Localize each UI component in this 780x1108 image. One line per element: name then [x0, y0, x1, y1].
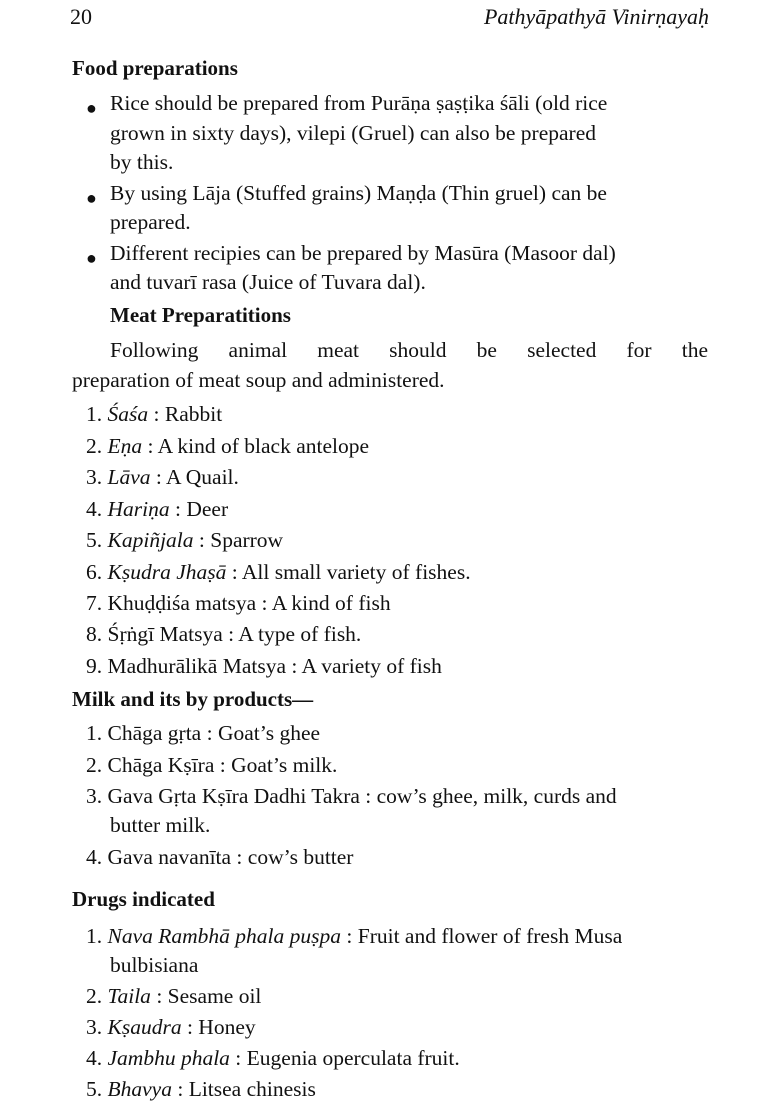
meat-item-1: 1. Śaśa : Rabbit [86, 402, 223, 426]
meat-item-4: 4. Hariṇa : Deer [86, 497, 229, 521]
food-bullet-2-line-1: By using Lāja (Stuffed grains) Maṇḍa (Thin gruel) can be [110, 181, 607, 205]
meat-preparations-heading: Meat Preparatitions [110, 303, 291, 327]
page-number: 20 [70, 4, 92, 29]
bullet-icon: ● [86, 188, 97, 208]
food-bullet-3-line-2: and tuvarī rasa (Juice of Tuvara dal). [110, 270, 426, 294]
meat-item-5: 5. Kapiñjala : Sparrow [86, 528, 284, 552]
milk-item-1: 1. Chāga gṛta : Goat’s ghee [86, 721, 321, 745]
milk-item-2: 2. Chāga Kṣīra : Goat’s milk. [86, 753, 338, 777]
running-title: Pathyāpathyā Vinirṇayaḥ [483, 4, 709, 29]
drug-item-1: 1. Nava Rambhā phala puṣpa : Fruit and flower of fresh Musa [86, 924, 623, 948]
food-bullet-1-line-1: Rice should be prepared from Purāṇa ṣaṣṭika śāli (old rice [110, 91, 608, 115]
meat-item-6: 6. Kṣudra Jhaṣā : All small variety of fishes. [86, 560, 471, 584]
milk-item-3-continuation: butter milk. [110, 813, 211, 837]
milk-item-3: 3. Gava Gṛta Kṣīra Dadhi Takra : cow’s ghee, milk, curds and [86, 784, 617, 808]
food-bullet-1-line-3: by this. [110, 150, 174, 174]
meat-intro-line-2: preparation of meat soup and administered. [72, 368, 445, 392]
meat-item-8: 8. Śṛṅgī Matsya : A type of fish. [86, 622, 362, 646]
meat-item-7: 7. Khuḍḍiśa matsya : A kind of fish [86, 591, 391, 615]
meat-item-3: 3. Lāva : A Quail. [86, 465, 239, 489]
food-preparations-heading: Food preparations [72, 56, 238, 80]
food-bullet-1-line-2: grown in sixty days), vilepi (Gruel) can also be prepared [110, 121, 596, 145]
food-bullet-3-line-1: Different recipies can be prepared by Masūra (Masoor dal) [110, 241, 616, 265]
drug-item-2: 2. Taila : Sesame oil [86, 984, 262, 1008]
milk-products-heading: Milk and its by products— [72, 687, 314, 711]
milk-item-4: 4. Gava navanīta : cow’s butter [86, 845, 354, 869]
meat-item-2: 2. Eṇa : A kind of black antelope [86, 434, 370, 458]
drug-item-1-continuation: bulbisiana [110, 953, 199, 977]
meat-item-9: 9. Madhurālikā Matsya : A variety of fish [86, 654, 442, 678]
drugs-indicated-heading: Drugs indicated [72, 887, 215, 911]
bullet-icon: ● [86, 98, 97, 118]
drug-item-4: 4. Jambhu phala : Eugenia operculata fruit. [86, 1046, 460, 1070]
meat-intro-line-1: Following animal meat should be selected for the [110, 338, 708, 362]
bullet-icon: ● [86, 248, 97, 268]
drug-item-5: 5. Bhavya : Litsea chinesis [86, 1077, 316, 1101]
drug-item-3: 3. Kṣaudra : Honey [86, 1015, 256, 1039]
food-bullet-2-line-2: prepared. [110, 210, 191, 234]
